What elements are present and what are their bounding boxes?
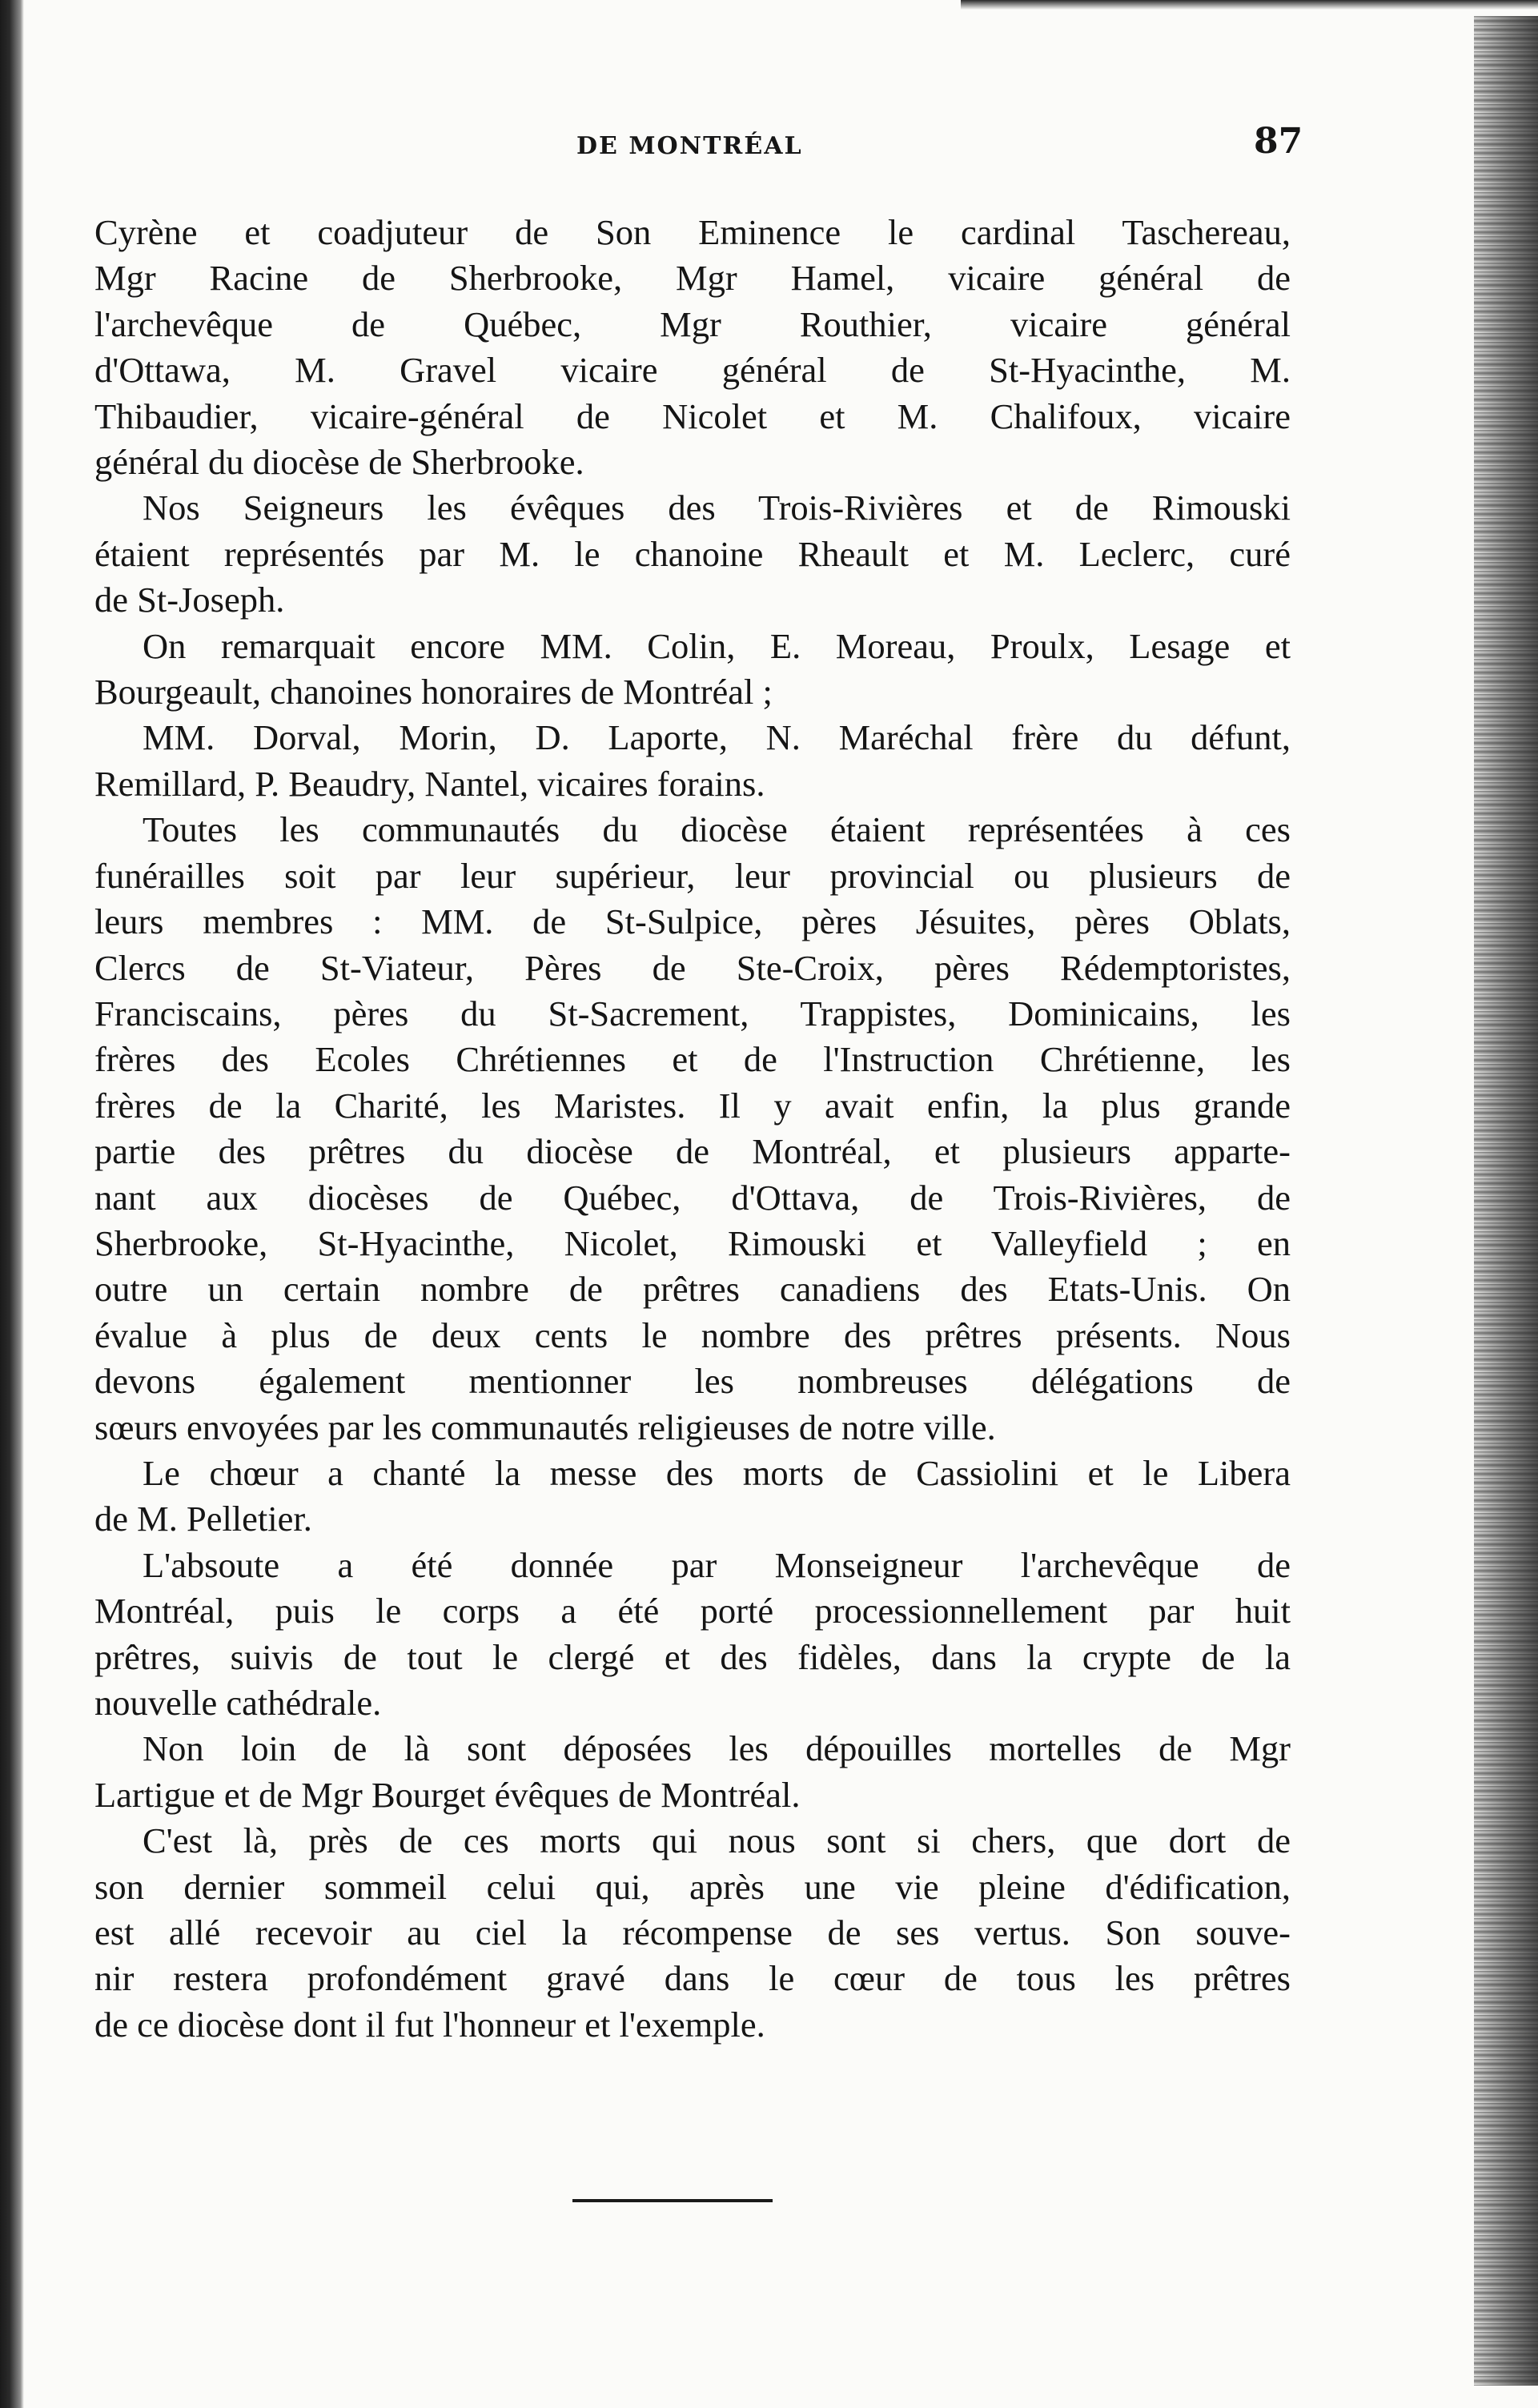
text-line: partie des prêtres du diocèse de Montréal, et plusieurs apparte- [94,1131,1291,1172]
text-line: général du diocèse de Sherbrooke. [94,442,584,483]
text-line: C'est là, près de ces morts qui nous sont si chers, que dort de [143,1820,1291,1861]
text-line: leurs membres : MM. de St-Sulpice, pères Jésuites, pères Oblats, [94,901,1291,942]
text-line: sœurs envoyées par les communautés religieuses de notre ville. [94,1407,996,1447]
text-line: Mgr Racine de Sherbrooke, Mgr Hamel, vicaire général de [94,258,1291,299]
scan-binding-shadow [0,0,24,2408]
text-line: Non loin de là sont déposées les dépouilles mortelles de Mgr [143,1728,1291,1769]
text-line: Franciscains, pères du St-Sacrement, Trappistes, Dominicains, les [94,993,1291,1033]
body-text [94,210,1291,2048]
text-line: Toutes les communautés du diocèse étaient représentées à ces [143,809,1291,850]
running-title: DE MONTRÉAL [576,132,803,160]
text-line: MM. Dorval, Morin, D. Laporte, N. Maréchal frère du défunt, [143,717,1291,758]
text-line: funérailles soit par leur supérieur, leur provincial ou plusieurs de [94,855,1291,896]
text-line: Montréal, puis le corps a été porté processionnellement par huit [94,1591,1291,1631]
text-line: évalue à plus de deux cents le nombre des prêtres présents. Nous [94,1314,1291,1355]
text-line: l'archevêque de Québec, Mgr Routhier, vicaire général [94,303,1291,344]
text-line: Lartigue et de Mgr Bourget évêques de Montréal. [94,1774,801,1815]
text-line: Remillard, P. Beaudry, Nantel, vicaires forains. [94,763,765,804]
text-line: d'Ottawa, M. Gravel vicaire général de St-Hyacinthe, M. [94,350,1291,391]
text-line: nouvelle cathédrale. [94,1683,382,1723]
text-line: de M. Pelletier. [94,1499,312,1539]
text-line: prêtres, suivis de tout le clergé et des fidèles, dans la crypte de la [94,1636,1291,1677]
text-line: Sherbrooke, St-Hyacinthe, Nicolet, Rimouski et Valleyfield ; en [94,1222,1291,1263]
page-number: 87 [1254,121,1303,162]
text-line: de St-Joseph. [94,580,285,620]
page-header [0,121,1538,180]
text-line: Clercs de St-Viateur, Pères de Ste-Croix, pères Rédemptoristes, [94,947,1291,988]
text-line: frères des Ecoles Chrétiennes et de l'Instruction Chrétienne, les [94,1039,1291,1080]
text-line: Cyrène et coadjuteur de Son Eminence le cardinal Taschereau, [94,212,1291,252]
end-rule [572,2199,773,2202]
text-line: Bourgeault, chanoines honoraires de Montréal ; [94,672,773,712]
text-line: frères de la Charité, les Maristes. Il y avait enfin, la plus grande [94,1085,1291,1126]
scan-top-shadow [961,0,1538,10]
text-line: devons également mentionner les nombreuses délégations de [94,1361,1291,1402]
text-line: outre un certain nombre de prêtres canadiens des Etats-Unis. On [94,1269,1291,1310]
text-line: Thibaudier, vicaire-général de Nicolet et M. Chalifoux, vicaire [94,395,1291,436]
scan-page-edge [1474,16,1538,2386]
text-line: Le chœur a chanté la messe des morts de Cassiolini et le Libera [143,1452,1291,1493]
text-line: L'absoute a été donnée par Monseigneur l'archevêque de [143,1544,1291,1585]
text-line: de ce diocèse dont il fut l'honneur et l'exemple. [94,2004,765,2045]
text-line: On remarquait encore MM. Colin, E. Moreau, Proulx, Lesage et [143,625,1291,666]
text-line: est allé recevoir au ciel la récompense de ses vertus. Son souve- [94,1912,1291,1953]
text-line: nant aux diocèses de Québec, d'Ottava, de Trois-Rivières, de [94,1177,1291,1218]
text-line: Nos Seigneurs les évêques des Trois-Rivières et de Rimouski [143,488,1291,528]
text-line: son dernier sommeil celui qui, après une vie pleine d'édification, [94,1866,1291,1907]
text-line: nir restera profondément gravé dans le cœur de tous les prêtres [94,1958,1291,1999]
text-line: étaient représentés par M. le chanoine Rheault et M. Leclerc, curé [94,533,1291,574]
